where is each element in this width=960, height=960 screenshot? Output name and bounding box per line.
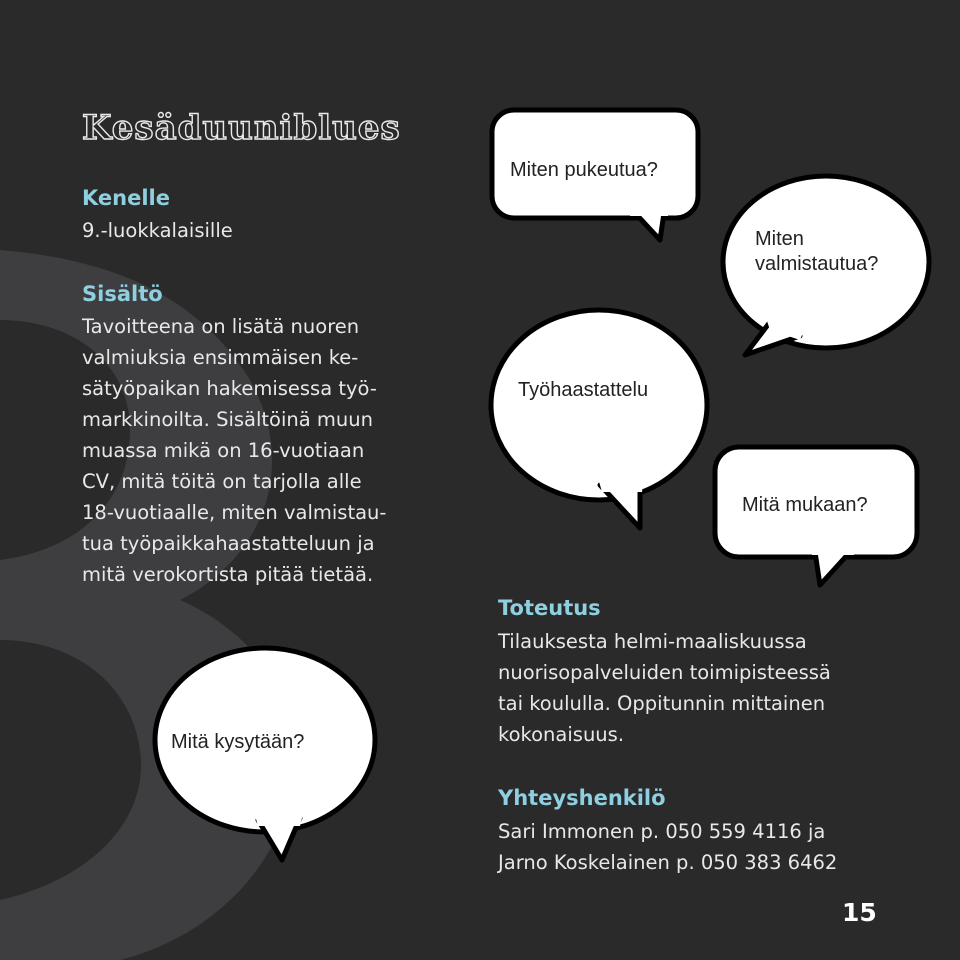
yhteyshenkilo-body bbox=[498, 816, 837, 878]
bubble-text-tyohaastattelu: Työhaastattelu bbox=[518, 379, 649, 401]
page-number: 15 bbox=[842, 898, 877, 927]
body-line: CV, mitä töitä on tarjolla alle bbox=[82, 470, 362, 493]
body-line: muassa mikä on 16-vuotiaan bbox=[82, 439, 365, 462]
bubble-text-valmistautua-2: valmistautua? bbox=[755, 253, 879, 275]
body-line: 9.-luokkalaisille bbox=[82, 219, 233, 242]
body-line: nuorisopalveluiden toimipisteessä bbox=[498, 661, 831, 684]
heading-yhteyshenkilo: Yhteyshenkilö bbox=[498, 786, 666, 810]
bubble-text-pukeutua: Miten pukeutua? bbox=[510, 159, 658, 181]
body-line: valmiuksia ensimmäisen ke- bbox=[82, 346, 359, 369]
heading-sisalto: Sisältö bbox=[82, 282, 163, 306]
toteutus-body bbox=[498, 626, 831, 750]
heading-toteutus: Toteutus bbox=[498, 596, 601, 620]
body-line: Tavoitteena on lisätä nuoren bbox=[82, 315, 360, 338]
body-line: kokonaisuus. bbox=[498, 723, 625, 746]
page-title: Kesäduuniblues bbox=[82, 108, 401, 148]
body-line: 18-vuotiaalle, miten valmistau- bbox=[82, 501, 387, 524]
sisalto-body bbox=[82, 311, 386, 590]
body-line: mitä verokortista pitää tietää. bbox=[82, 563, 374, 586]
body-line: tua työpaikkahaastatteluun ja bbox=[82, 532, 375, 555]
bubble-text-valmistautua-1: Miten bbox=[755, 228, 804, 250]
body-line: Sari Immonen p. 050 559 4116 ja bbox=[498, 820, 826, 843]
bubble-text-mukaan: Mitä mukaan? bbox=[742, 494, 868, 516]
body-line: Jarno Koskelainen p. 050 383 6462 bbox=[498, 851, 838, 874]
speech-bubble-tyohaastattelu bbox=[491, 310, 707, 528]
body-line: sätyöpaikan hakemisessa työ- bbox=[82, 377, 377, 400]
bubble-text-kysytaan: Mitä kysytään? bbox=[171, 731, 305, 753]
body-line: tai koululla. Oppitunnin mittainen bbox=[498, 692, 826, 715]
heading-kenelle: Kenelle bbox=[82, 186, 170, 210]
kenelle-body bbox=[82, 215, 233, 246]
body-line: markkinoilta. Sisältöinä muun bbox=[82, 408, 373, 431]
body-line: Tilauksesta helmi-maaliskuussa bbox=[498, 630, 807, 653]
